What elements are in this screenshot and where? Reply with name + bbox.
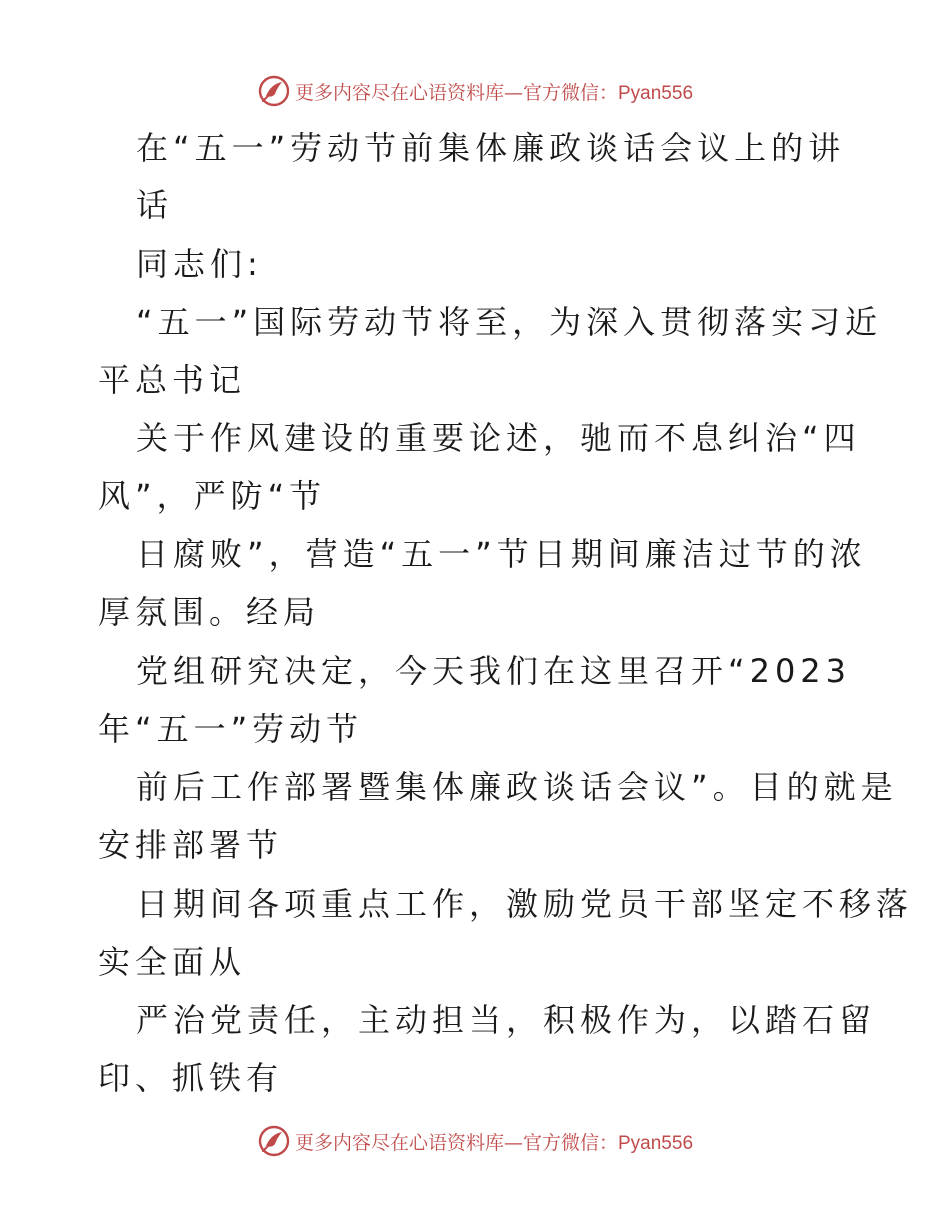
wechat-id: Pyan556 bbox=[618, 82, 694, 104]
text-line: 厚氛围。经局 bbox=[98, 593, 321, 631]
text-line: “五一”国际劳动节将至，为深入贯彻落实习近 bbox=[136, 303, 883, 341]
text-line: 日期间各项重点工作，激励党员干部坚定不移落 bbox=[136, 885, 914, 923]
text-line: 实全面从 bbox=[98, 943, 247, 981]
text-line: 前后工作部署暨集体廉政谈话会议”。目的就是 bbox=[136, 768, 898, 806]
text-line: 平总书记 bbox=[98, 361, 247, 399]
wechat-label: 官方微信： bbox=[522, 1131, 618, 1154]
text-line: 日腐败”，营造“五一”节日期间廉洁过节的浓 bbox=[136, 535, 867, 573]
brand-logo-icon bbox=[257, 74, 291, 108]
watermark-text bbox=[295, 1128, 693, 1155]
brand-text: 更多内容尽在心语资料库 bbox=[294, 1131, 504, 1154]
watermark-text bbox=[295, 78, 693, 105]
header-watermark bbox=[0, 71, 950, 111]
text-line: 安排部署节 bbox=[98, 826, 284, 864]
footer-watermark bbox=[0, 1121, 950, 1161]
separator-dash: — bbox=[503, 81, 523, 104]
text-line: 年“五一”劳动节 bbox=[98, 710, 364, 748]
text-line: 同志们: bbox=[136, 245, 263, 283]
wechat-id: Pyan556 bbox=[618, 1132, 694, 1154]
text-line: 印、抓铁有 bbox=[98, 1059, 284, 1097]
brand-text: 更多内容尽在心语资料库 bbox=[294, 81, 504, 104]
brand-logo-icon bbox=[257, 1124, 291, 1158]
text-line: 关于作风建设的重要论述，驰而不息纠治“四 bbox=[136, 419, 861, 457]
text-line: 严治党责任，主动担当，积极作为，以踏石留 bbox=[136, 1001, 877, 1039]
separator-dash: — bbox=[503, 1131, 523, 1154]
text-line: 党组研究决定，今天我们在这里召开“2023 bbox=[136, 652, 852, 690]
text-line: 话 bbox=[136, 186, 174, 224]
wechat-label: 官方微信： bbox=[522, 81, 618, 104]
text-line: 在“五一”劳动节前集体廉政谈话会议上的讲 bbox=[136, 129, 846, 167]
text-line: 风”，严防“节 bbox=[98, 477, 327, 515]
